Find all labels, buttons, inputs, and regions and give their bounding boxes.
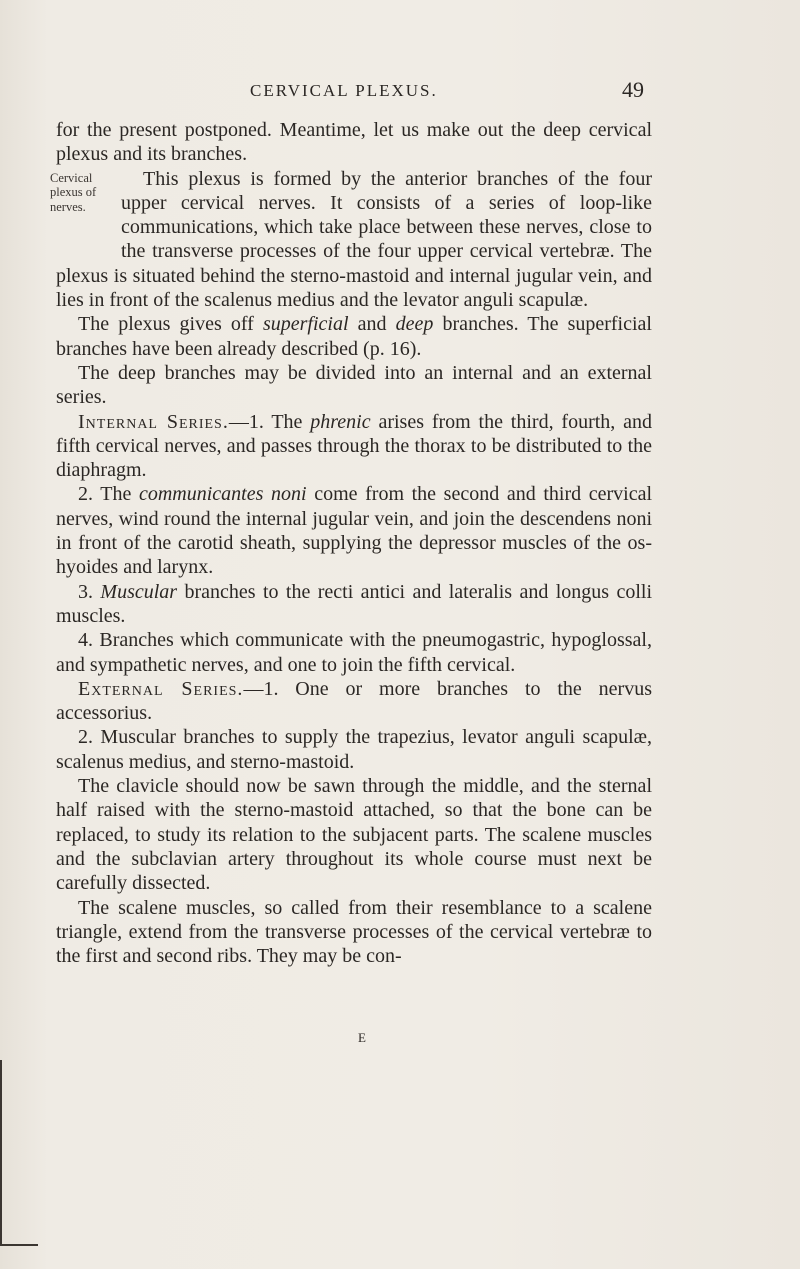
paragraph-9-a: —1. One or more branches to the nervus accessorius. <box>56 677 652 725</box>
paragraph-12: The scalene muscles, so called from their resemblance to a scalene triangle, extend from the transverse processes of the cervical vertebræ to the first and second ribs. They may be con- <box>56 896 652 968</box>
paragraph-8: 4. Branches which communicate with the pneumogastric, hypoglossal, and sympathetic nerves, and one to join the fifth cervical. <box>56 629 652 676</box>
term-phrenic: phrenic <box>310 410 371 433</box>
paragraph-5 <box>56 410 652 483</box>
paragraph-5-b: arises from the third, fourth, and fifth cervical nerves, and passes through the thorax to be distributed to the diaphragm. <box>56 410 653 482</box>
paragraph-6-a: 2. The <box>78 483 139 506</box>
paragraph-3-a: The plexus gives off <box>78 313 263 336</box>
term-muscular: Muscular <box>100 580 178 603</box>
paragraph-3 <box>56 312 652 361</box>
sidenote-line-1: Cervical <box>50 170 93 185</box>
signature-mark: E <box>358 1030 366 1045</box>
paragraph-7 <box>56 580 652 629</box>
paragraph-1: for the present postponed. Meantime, let us make out the deep cervical plexus and its branches. <box>56 119 652 166</box>
paragraph-7-a: 3. <box>78 580 101 603</box>
paragraph-2 <box>50 167 652 313</box>
page-edge-shadow <box>0 1060 2 1246</box>
internal-series-label: Internal Series. <box>78 410 229 433</box>
term-communicantes-noni: communicantes noni <box>138 483 307 506</box>
sidenote-line-3: nerves. <box>50 199 86 214</box>
paragraph-3-b: and <box>348 313 396 336</box>
paragraph-11: The clavicle should now be sawn through the middle, and the sternal half raised with the sterno-mastoid attached, so that the bone can be replaced, to study its relation to the subjacent parts. The scalene muscles and the subclavian artery throughout its whole course must next be carefully dissected. <box>56 775 652 895</box>
paragraph-5-a: —1. The <box>228 410 311 433</box>
page-header <box>0 77 800 107</box>
paragraph-9 <box>56 677 652 726</box>
paragraph-4: The deep branches may be divided into an internal and an external series. <box>56 361 652 409</box>
page-number: 49 <box>622 77 644 102</box>
sidenote <box>28 171 121 243</box>
paragraph-10: 2. Muscular branches to supply the trapezius, levator anguli scapulæ, scalenus medius, and sterno-mastoid. <box>56 726 652 773</box>
paragraph-7-b: branches to the recti antici and lateralis and longus colli muscles. <box>56 580 652 627</box>
paragraph-2-text: This plexus is formed by the anterior branches of the four upper cervical nerves. It consists of a series of loop-like communications, which take place between these nerves, close to the transverse processes of the four upper cervical vertebræ. The plexus is situated behind the sterno-mastoid and internal jugular vein, and lies in front of the scalenus medius and the levator anguli scapulæ. <box>56 167 652 312</box>
sidenote-line-2: plexus of <box>50 185 97 200</box>
external-series-label: External Series. <box>78 677 244 700</box>
term-superficial: superficial <box>262 313 349 336</box>
running-head: CERVICAL PLEXUS. <box>250 81 438 100</box>
page-edge-corner <box>0 1244 38 1246</box>
paragraph-3-c: branches. The superficial branches have been already described (p. 16). <box>56 313 652 360</box>
paragraph-6 <box>56 482 652 579</box>
body-text <box>50 118 653 968</box>
paragraph-6-b: come from the second and third cervical nerves, wind round the internal jugular vein, and join the descendens noni in front of the carotid sheath, supplying the depressor muscles of the os-hyoides and larynx. <box>56 483 652 579</box>
term-deep: deep <box>395 313 434 336</box>
